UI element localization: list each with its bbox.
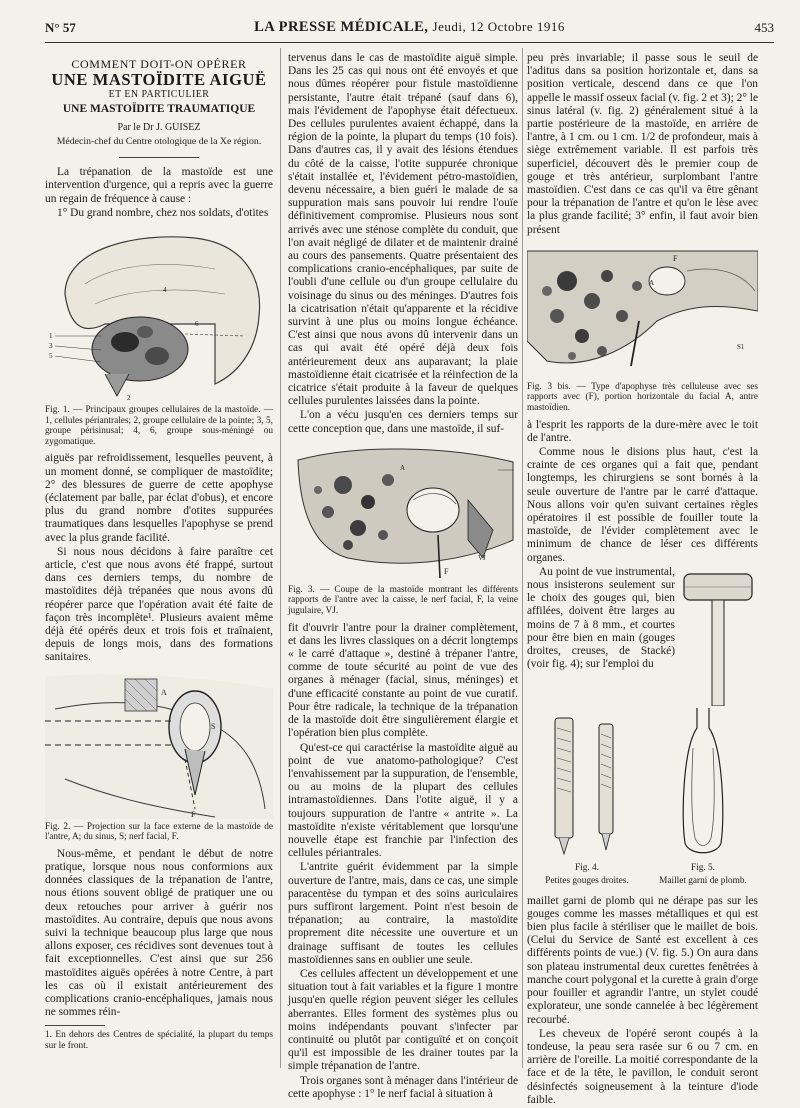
fig2-label: S bbox=[211, 721, 216, 731]
figure-3bis-caption: Fig. 3 bis. — Type d'apophyse très celluleuse avec ses rapports avec (F), portion horizontale du facial A, antre mastoïdien. bbox=[527, 381, 758, 414]
author-affiliation: Médecin-chef du Centre otologique de la Xe région. bbox=[56, 136, 262, 148]
fig1-label: 1 bbox=[49, 332, 53, 341]
column-2 bbox=[288, 52, 518, 1102]
figure-5-handle bbox=[648, 708, 758, 889]
fig2-label: F bbox=[191, 809, 196, 819]
journal-title-line bbox=[45, 19, 774, 36]
issue-date: Jeudi, 12 Octobre 1916 bbox=[432, 19, 565, 34]
figure-4-gouges bbox=[527, 708, 647, 889]
mallet-head-illustration bbox=[678, 566, 758, 706]
figure-1-illustration bbox=[45, 224, 273, 402]
fig1-label: 4 bbox=[163, 286, 167, 295]
article-subtitle-1: ET EN PARTICULIER bbox=[108, 89, 210, 101]
figure-2-projection bbox=[45, 669, 273, 819]
paragraph: fit d'ouvrir l'antre pour la drainer complètement, et dans les livres classiques on a décrit longtemps « le carré d'attaque », destiné à trépaner l'antre, comme de toute sécurité au point de vue des organes à ménager (facial, sinus, méninges) et d'une efficacité constante au point de vue curatif. Pour être radicale, la technique de la trépanation de la mastoïde doit être singulièrement élargie et l'opération bien plus complète. bbox=[288, 621, 518, 740]
figure-5-label: Maillet garni de plomb. bbox=[659, 876, 747, 887]
figure-3-illustration bbox=[288, 440, 518, 582]
figure-4-caption: Fig. 4. bbox=[574, 863, 600, 874]
fig3-label: A bbox=[400, 463, 406, 472]
page-header bbox=[45, 18, 774, 40]
paragraph: Si nous nous décidons à faire paraître cet article, c'est que nous avons été frappé, surtout dans ces derniers temps, du nombre de mastoïdites déjà trépanées que nous avons dû réopérer parce que l'opération avait été faite de façon très incomplète¹. Plusieurs avaient même déjà été opérés deux et trois fois et traînaient, depuis de longs mois, dans des formations sanitaires. bbox=[45, 545, 273, 664]
footnote-rule bbox=[45, 1025, 105, 1026]
fig3-label: F bbox=[444, 566, 449, 576]
article-kicker: COMMENT DOIT-ON OPÉRER bbox=[71, 57, 247, 71]
figure-2-caption: Fig. 2. — Projection sur la face externe de la mastoïde de l'antre, A; du sinus, S; nerf facial, F. bbox=[45, 821, 273, 843]
paragraph: Nous-même, et pendant le début de notre pratique, lorsque nous nous conformions aux données classiques de la trépanation de l'antre, nous étions souvent obligé de pratiquer une ou deux retouches pour arriver à guérir nos mastoïdites. Au contraire, depuis que nous avons suivi la technique beaucoup plus large que nous allons exposer, ces récidives sont devenues tout à fait exceptionnelles. C'est ainsi que sur 256 mastoïdites aiguës opérées à notre Centre, à part les cas où il existait antérieurement des complications cranio-encéphaliques, jamais nous ne sommes réin- bbox=[45, 847, 273, 1019]
paragraph: tervenus dans le cas de mastoïdite aiguë simple. Dans les 25 cas qui nous ont été envoyés et que nous dûmes réopérer pour fistule mastoïdienne persistante, l'autre était trépané (sauf dans 6), mais l'évidement de l'apophyse était défectueux. Des cellules purulentes avaient échappé, dans la région de la pointe, la plupart du temps (10 fois). Dans d'autres cas, il y avait des lésions étendues du côté de la caisse, l'otite suppurée chronique s'était installée et, l'évidement pétro-mastoïdien, devenu nécessaire, a bien guéri le malade de sa suppuration mais sans pouvoir lui rendre l'ouïe définitivement compromise. Plusieurs nous sont arrivés avec une sténose complète du conduit, que l'on avait négligé de dilater et de maintenir drainé au cours des pansements. Quatre présentaient des complications cranio-encéphaliques, par suite de l'oubli d'une cellule ou d'un groupe cellulaire du voisinage du sinus ou des méninges. D'autres fois la cicatrisation n'était qu'apparente et la récidive survint à une plus ou moins longue échéance. C'est ainsi que nous avons dû intervenir dans un cas qui avait été opéré déjà deux fois antérieurement deux ans auparavant; la plaie mastoïdienne était cicatrisée et la réinfection de la cicatrice s'était produite à la faveur de quelques cellules purulentes laissées dans la pointe. bbox=[288, 52, 518, 408]
figure-3-section bbox=[288, 440, 518, 582]
paragraph: La trépanation de la mastoïde est une intervention d'urgence, qui a repris avec la guerre un regain de fréquence à cause : bbox=[45, 166, 273, 205]
title-rule bbox=[119, 157, 199, 158]
page-number: 453 bbox=[754, 20, 774, 35]
figure-5-caption: Fig. 5. bbox=[690, 863, 716, 874]
article-title: UNE MASTOÏDITE AIGUË bbox=[51, 70, 267, 90]
mallet-handle-illustration bbox=[663, 708, 743, 858]
fig1-label: 2 bbox=[127, 394, 131, 403]
paragraph: maillet garni de plomb qui ne dérape pas sur les gouges comme les masses métalliques et qui est bien plus facile à stériliser que le maillet de bois. (Celui du Service de Santé est excellent à ces différents points de vue.) (V. fig. 5.) On aura dans son plateau instrumental deux curettes fenêtrées à manche court polygonal et la curette à grain d'orge pour fouiller et agrandir l'antre, un stylet coudé explorateur, une sonde cannelée à bec légèrement recourbé. bbox=[527, 894, 758, 1026]
figure-1-skull bbox=[45, 224, 273, 402]
fig3bis-label: A bbox=[649, 278, 655, 287]
figure-3bis-apophysis bbox=[527, 241, 758, 379]
footnote: 1. En dehors des Centres de spécialité, la plupart du temps sur le front. bbox=[45, 1030, 273, 1052]
figure-3-caption: Fig. 3. — Coupe de la mastoïde montrant les différents rapports de l'antre avec la caisse, le nerf facial, F, la veine jugulaire, VJ. bbox=[288, 584, 518, 617]
instrument-wrap bbox=[527, 566, 758, 710]
figure-5-mallet bbox=[678, 566, 758, 710]
figure-1-caption: Fig. 1. — Principaux groupes cellulaires de la mastoïde. — 1, cellules périantrales; 2, groupe cellulaire de la pointe; 3, 5, groupe périsinusal; 4, 6, groupe sous-méningé ou zygomatique. bbox=[45, 405, 273, 447]
paragraph: Ces cellules affectent un développement et une situation tout à fait variables et la figure 1 montre jusqu'en quelle région peuvent siéger les cellules aberrantes. Elles forment des systèmes plus ou moins indépendants pouvant s'infecter par continuité ou plutôt par contiguïté et on conçoit qu'il est impossible de les drainer toutes par la simple trépanation de l'antre. bbox=[288, 967, 518, 1073]
figure-3bis-illustration bbox=[527, 241, 758, 379]
gouges-illustration bbox=[527, 708, 647, 858]
fig3-label: VJ bbox=[478, 553, 486, 562]
paragraph: Au point de vue instrumental, nous insisterons seulement sur le choix des gouges qui, bien affilées, doivent être larges au moins de 7 à 8 mm., et courtes pour être bien en main (gouges droites, creuses, de Stacké) (voir fig. 4); sur l'emploi du bbox=[527, 565, 675, 671]
paragraph: Qu'est-ce qui caractérise la mastoïdite aiguë au point de vue anatomo-pathologique? C'est l'envahissement par la suppuration, de l'ensemble, ou au moins de la plupart des cellules intramastoïdiennes. Dans l'otite aiguë, il y a toujours suppuration de l'antre « antrite ». La mastoïdite n'existe véritablement que lorsqu'une nouvelle étape est franchie par l'infection des cellules périantrales. bbox=[288, 741, 518, 860]
paragraph: L'antrite guérit évidemment par la simple ouverture de l'antre, mais, dans ce cas, une simple paracentèse du tympan et des soins auriculaires purs suffiront largement. Point n'est besoin de trépanation; au contraire, la mastoïdite proprement dite nécessite une ouverture et un drainage suffisant de toutes les cellules mastoïdiennes sans en oublier une seule. bbox=[288, 861, 518, 966]
figure-4-label: Petites gouges droites. bbox=[545, 876, 629, 887]
paragraph: à l'esprit les rapports de la dure-mère avec le toit de l'antre. bbox=[527, 418, 758, 444]
paragraph: Trois organes sont à ménager dans l'intérieur de cette apophyse : 1° le nerf facial à situation à bbox=[288, 1074, 518, 1100]
article-author: Par le Dr J. GUISEZ bbox=[117, 121, 201, 133]
fig3bis-label: S1 bbox=[737, 342, 745, 351]
article-subtitle-2: UNE MASTOÏDITE TRAUMATIQUE bbox=[62, 102, 256, 115]
paragraph: aiguës par refroidissement, lesquelles peuvent, à un moment donné, se compliquer de mastoïdite; 2° des blessures de guerre de cette apophyse (éclatement par balle, par éclat d'obus), et encore plus du grand nombre d'otites suppurées traumatiques dans lesquelles l'apophyse se prend avec la plus grande facilité. bbox=[45, 452, 273, 544]
paragraph: Comme nous le disions plus haut, c'est la crainte de ces organes qui a fait que, pendant longtemps, les chirurgiens se sont bornés à la seule ouverture de l'antre par le carré d'attaque. Nous allons voir qu'en suivant certaines règles opératoires il est possible de fouiller toute la mastoïde, de l'évider complètement avec le minimum de chance de léser ces différents organes. bbox=[527, 446, 758, 564]
figures-4-5 bbox=[527, 708, 758, 889]
header-rule bbox=[45, 42, 774, 43]
paragraph: Les cheveux de l'opéré seront coupés à la tondeuse, la peau sera rasée sur 6 ou 7 cm. en arrière de l'oreille. La moitié correspondante de la face et de la tête, le pavillon, le conduit seront désinfectés soigneusement à la teinture d'iode faible. bbox=[527, 1027, 758, 1106]
fig1-label: 5 bbox=[49, 352, 53, 361]
column-divider bbox=[280, 48, 281, 1068]
column-divider bbox=[522, 48, 523, 1068]
fig2-label: A bbox=[161, 687, 167, 697]
fig1-label: 6 bbox=[195, 320, 199, 329]
column-3 bbox=[527, 52, 758, 1108]
paragraph: 1° Du grand nombre, chez nos soldats, d'otites bbox=[57, 206, 269, 219]
column-1 bbox=[45, 52, 273, 1052]
figure-2-illustration bbox=[45, 669, 273, 819]
issue-number: N° 57 bbox=[45, 20, 76, 35]
fig1-label: 3 bbox=[49, 342, 53, 351]
paragraph: peu près invariable; il passe sous le seuil de l'aditus dans sa position horizontale et, dans sa position verticale, descend dans ce que l'on appelle le massif osseux facial (v. fig. 2 et 3); 2° le sinus latéral (v. fig. 2) généralement situé à la partie postérieure de la mastoïde, en arrière de l'antre, à 1 cm. ou 1 cm. 1/2 de profondeur, mais à siège extrêmement variable. Il est parfois très superficiel, découvert dès le premier coup de gouge et très antérieur, surplombant l'antre mastoïdien. C'est dans ce cas qu'il va être gênant pour la trépanation de l'antre et qu'on le lèse avec la plus grande facilité; 3° enfin, il faut avoir bien présent bbox=[527, 52, 758, 236]
paragraph: L'on a vécu jusqu'en ces derniers temps sur cette conception que, dans une mastoïde, il suf- bbox=[288, 409, 518, 435]
wrap-text bbox=[527, 566, 675, 710]
journal-title: LA PRESSE MÉDICALE, bbox=[254, 19, 429, 35]
fig3bis-label: F bbox=[673, 253, 678, 263]
